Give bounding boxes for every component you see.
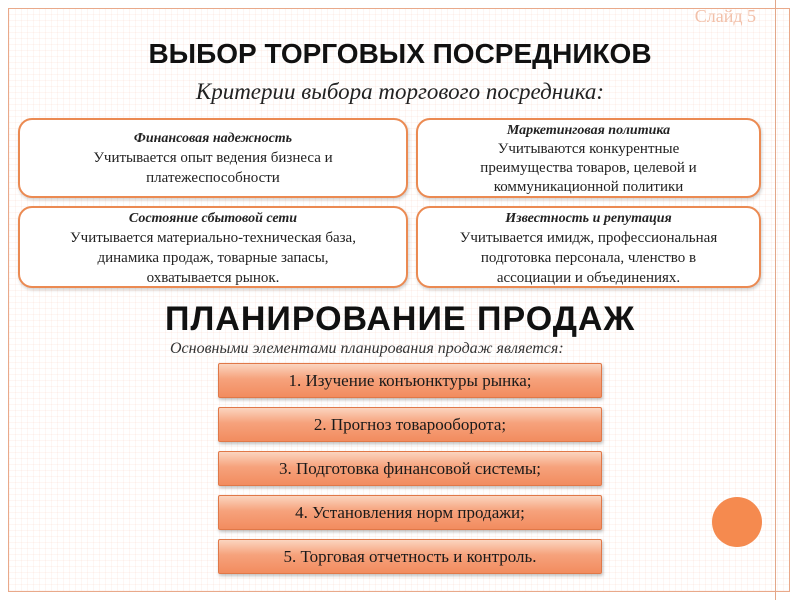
- planning-step: 4. Установления норм продажи;: [218, 495, 602, 530]
- planning-step: 2. Прогноз товарооборота;: [218, 407, 602, 442]
- criterion-text-line: платежеспособности: [146, 170, 280, 186]
- criterion-text-line: коммуникационной политики: [493, 179, 684, 195]
- slide-number: Слайд 5: [694, 6, 756, 26]
- criterion-text-line: подготовка персонала, членство в: [480, 250, 697, 266]
- criterion-text-line: преимущества товаров, целевой и: [480, 160, 697, 176]
- planning-step: 1. Изучение конъюнктуры рынка;: [218, 363, 602, 398]
- criterion-text-line: ассоциации и объединениях.: [496, 270, 681, 286]
- criterion-card-sales-network: [18, 206, 408, 288]
- criterion-card-marketing: [416, 118, 761, 198]
- criterion-title: Финансовая надежность: [133, 131, 293, 146]
- criterion-title: Маркетинговая политика: [506, 123, 671, 138]
- planning-title: ПЛАНИРОВАНИЕ ПРОДАЖ: [165, 300, 636, 338]
- criterion-card-financial: [18, 118, 408, 198]
- criterion-title: Состояние сбытовой сети: [128, 211, 298, 226]
- criterion-text-line: Учитывается имидж, профессиональная: [459, 230, 718, 246]
- criterion-title: Известность и репутация: [505, 211, 672, 226]
- criteria-subtitle: Критерии выбора торгового посредника:: [195, 79, 605, 104]
- criterion-text-line: динамика продаж, товарные запасы,: [97, 250, 329, 266]
- planning-step: 5. Торговая отчетность и контроль.: [218, 539, 602, 574]
- criterion-text-line: охватывается рынок.: [146, 270, 280, 286]
- criterion-text-line: Учитывается опыт ведения бизнеса и: [93, 150, 333, 166]
- planning-subtitle: Основными элементами планирования продаж является:: [170, 340, 564, 357]
- decorative-circle: [712, 497, 762, 547]
- slide-title: ВЫБОР ТОРГОВЫХ ПОСРЕДНИКОВ: [148, 38, 652, 69]
- criterion-text-line: Учитывается материально-техническая база,: [70, 230, 356, 246]
- criterion-text-line: Учитываются конкурентные: [497, 141, 680, 157]
- planning-step: 3. Подготовка финансовой системы;: [218, 451, 602, 486]
- criterion-card-reputation: [416, 206, 761, 288]
